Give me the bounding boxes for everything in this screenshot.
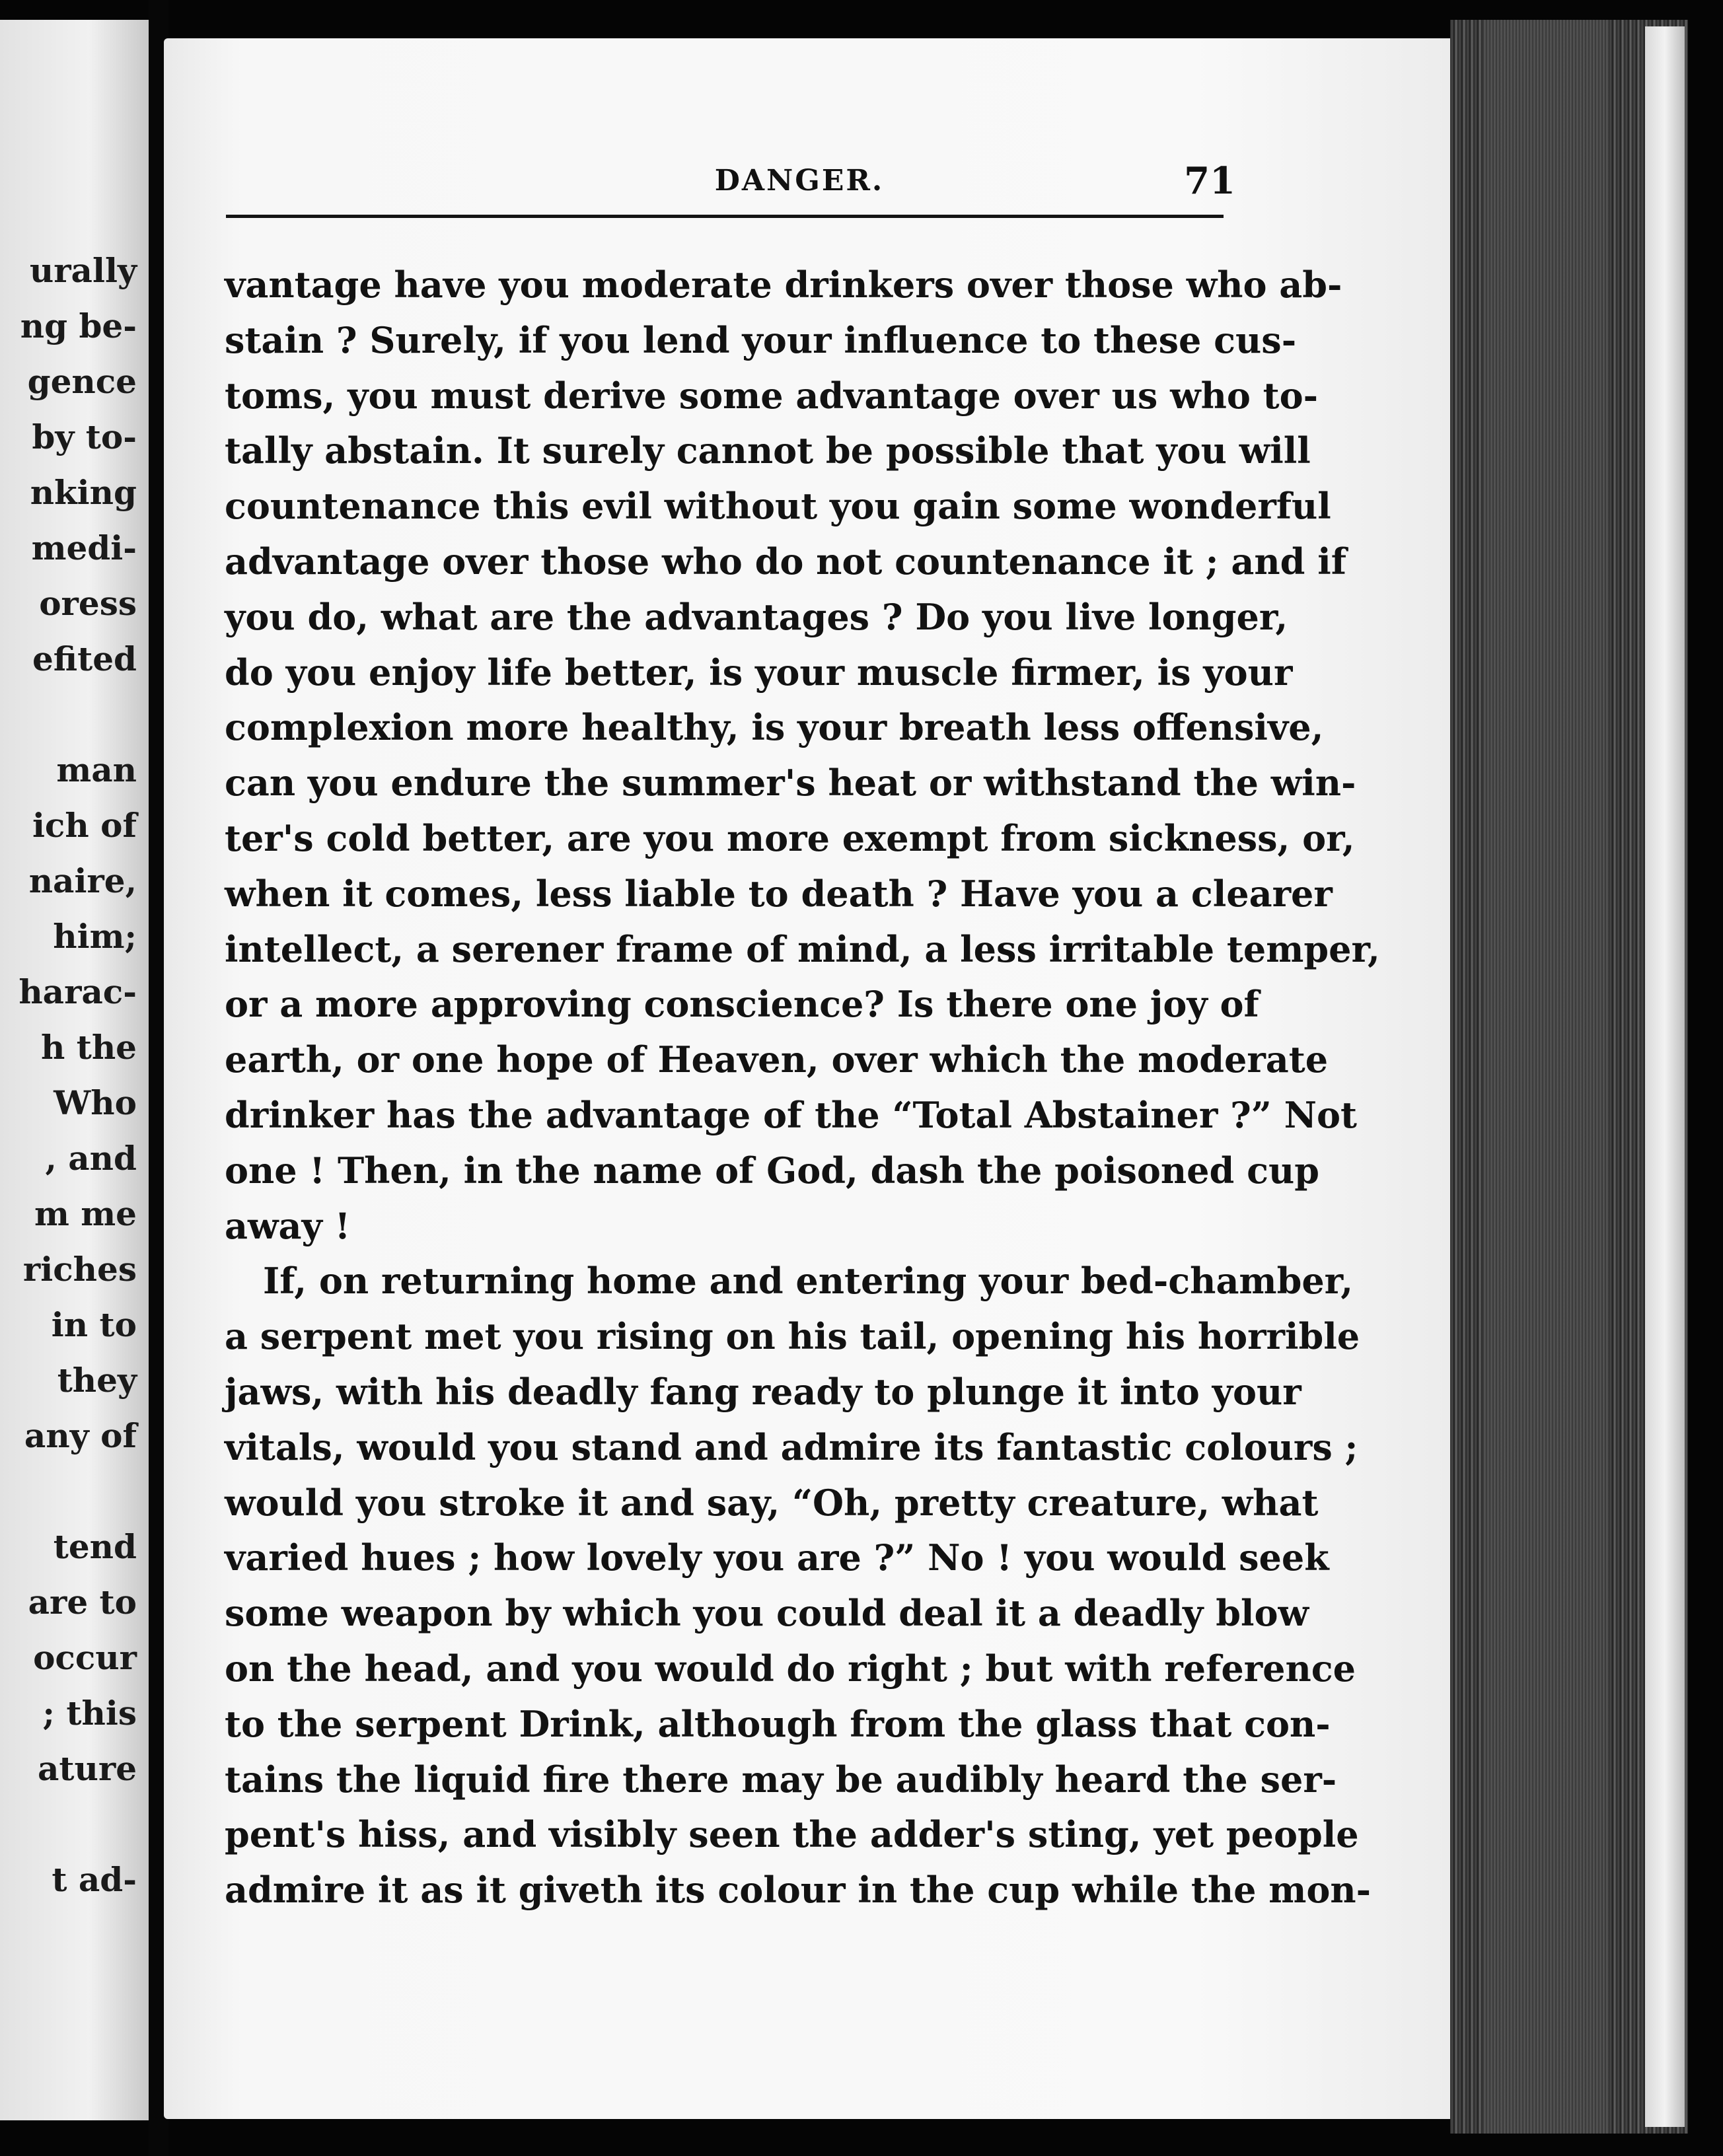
text-line: jaws, with his deadly fang ready to plunge it into your xyxy=(225,1370,1301,1413)
text-line: pent's hiss, and visibly seen the adder's sting, yet people xyxy=(225,1813,1359,1856)
text-line: intellect, a serener frame of mind, a less irritable temper, xyxy=(225,927,1380,970)
text-line: earth, or one hope of Heaven, over which the moderate xyxy=(225,1038,1329,1081)
text-line: If, on returning home and entering your bed-chamber, xyxy=(263,1260,1354,1303)
facing-page-text-fragment: efited xyxy=(32,639,137,678)
text-line: or a more approving conscience? Is there one joy of xyxy=(225,983,1259,1026)
page-number: 71 xyxy=(1184,159,1235,203)
text-line: one ! Then, in the name of God, dash the poisoned cup xyxy=(225,1149,1319,1192)
body-text xyxy=(225,258,1380,1918)
facing-page-text-fragment: h the xyxy=(40,1028,137,1067)
text-line: complexion more healthy, is your breath less offensive, xyxy=(225,706,1324,749)
facing-page-text-fragment: they xyxy=(57,1361,137,1400)
facing-page-text-fragment: by to- xyxy=(32,417,137,456)
facing-page-text-fragment: in to xyxy=(51,1305,137,1344)
header-rule xyxy=(226,215,1224,218)
facing-page-text-fragment: harac- xyxy=(18,972,137,1011)
text-line: tally abstain. It surely cannot be possible that you will xyxy=(225,429,1311,472)
text-line: to the serpent Drink, although from the glass that con- xyxy=(225,1702,1331,1745)
text-line: admire it as it giveth its colour in the cup while the mon- xyxy=(225,1869,1372,1912)
text-line: ter's cold better, are you more exempt from sickness, or, xyxy=(225,816,1355,859)
text-line: tains the liquid fire there may be audibly heard the ser- xyxy=(225,1758,1337,1801)
text-line: would you stroke it and say, “Oh, pretty creature, what xyxy=(225,1481,1319,1524)
text-line: stain ? Surely, if you lend your influence to these cus- xyxy=(225,318,1297,361)
running-head: DANGER. xyxy=(714,164,885,198)
text-line: on the head, and you would do right ; but with reference xyxy=(225,1647,1356,1690)
facing-page-text-fragment: naire, xyxy=(28,861,137,900)
facing-page-text-fragment: ng be- xyxy=(20,306,137,345)
facing-page-text-fragment: occur xyxy=(33,1638,137,1677)
facing-page-text-fragment: Who xyxy=(54,1083,137,1122)
facing-page-text-fragment: him; xyxy=(53,917,137,956)
facing-page-text-fragment: t ad- xyxy=(52,1860,137,1899)
facing-page-text-fragment: tend xyxy=(53,1527,137,1566)
text-line: some weapon by which you could deal it a deadly blow xyxy=(225,1592,1309,1635)
page-header xyxy=(225,148,1235,214)
facing-page-text-fragment: ich of xyxy=(32,806,137,845)
page-edges-highlight xyxy=(1483,20,1609,2134)
facing-page-text-fragment: , and xyxy=(45,1139,137,1178)
facing-page-fragment xyxy=(0,20,149,2120)
text-line: drinker has the advantage of the “Total Abstainer ?” Not xyxy=(225,1093,1357,1136)
text-line: you do, what are the advantages ? Do you live longer, xyxy=(225,595,1288,638)
text-line: a serpent met you rising on his tail, opening his horrible xyxy=(225,1315,1360,1358)
facing-page-text-fragment: gence xyxy=(27,362,137,401)
facing-page-text-fragment: ; this xyxy=(42,1694,137,1733)
facing-page-text-fragment: ature xyxy=(38,1749,137,1788)
facing-page-text-fragment: man xyxy=(56,750,137,789)
text-line: do you enjoy life better, is your muscle firmer, is your xyxy=(225,651,1293,694)
facing-page-text-fragment: any of xyxy=(24,1416,137,1455)
facing-page-text-fragment: m me xyxy=(34,1194,137,1233)
text-line: when it comes, less liable to death ? Have you a clearer xyxy=(225,872,1333,915)
facing-page-text-fragment: medi- xyxy=(31,528,137,567)
facing-page-text-fragment: oress xyxy=(39,584,137,623)
text-line: away ! xyxy=(225,1204,351,1247)
text-line: vantage have you moderate drinkers over those who ab- xyxy=(225,264,1342,306)
facing-page-text-fragment: are to xyxy=(28,1583,137,1622)
facing-page-text-fragment: urally xyxy=(29,251,137,290)
text-line: toms, you must derive some advantage over us who to- xyxy=(225,374,1319,417)
text-line: advantage over those who do not countenance it ; and if xyxy=(225,540,1346,583)
page-edge-strip xyxy=(1645,26,1685,2127)
facing-page-text-fragment: riches xyxy=(22,1250,137,1289)
text-line: vitals, would you stand and admire its fantastic colours ; xyxy=(225,1425,1358,1468)
text-line: can you endure the summer's heat or withstand the win- xyxy=(225,762,1356,805)
text-line: varied hues ; how lovely you are ?” No ! you would seek xyxy=(225,1536,1329,1579)
text-line: countenance this evil without you gain some wonderful xyxy=(225,485,1331,528)
facing-page-text-fragment: nking xyxy=(30,473,137,512)
